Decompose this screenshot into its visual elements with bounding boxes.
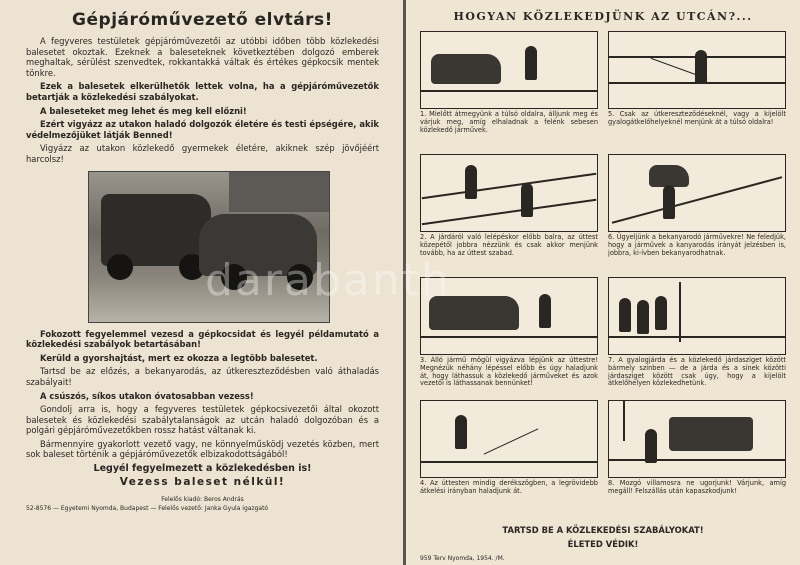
drawing-stroke: [612, 176, 782, 223]
left-rules-text: [26, 329, 379, 461]
drawing-stroke: [525, 46, 537, 80]
rule-panel: [608, 277, 786, 398]
drawing-stroke: [421, 90, 597, 92]
rule-caption: 6. Ügyeljünk a bekanyarodó járművekre! Ne feledjük, hogy a járművek a kanyarodás irányát jelzésben is, jobbra, ki-ívben bekanyarodhatnak.: [608, 233, 786, 257]
rule-caption: 7. A gyalogjárda és a közlekedő járdasziget között bármely színben — de a járda és a sínek közötti járdasziget között csak úgy, hogy a kijelölt átkelőhelyen közlekedhetünk.: [608, 356, 786, 388]
drawing-stroke: [455, 415, 467, 449]
rule-illustration: [420, 277, 598, 355]
rule-caption: 1. Mielőtt átmegyünk a túlsó oldalra, álljunk meg és várjuk meg, amíg elhaladnak a felénk sebesen közlekedő járművek.: [420, 110, 598, 134]
left-intro-text: [26, 36, 379, 165]
slogan-line-2: ÉLETED VÉDIK!: [567, 539, 639, 549]
drawing-stroke: [679, 282, 681, 342]
drawing-stroke: [521, 183, 533, 217]
rule-illustration: [420, 31, 598, 109]
illustration-grid: [420, 31, 786, 521]
rule-illustration: [608, 31, 786, 109]
rule-illustration: [420, 154, 598, 232]
slogan-line-1: TARTSD BE A KÖZLEKEDÉSI SZABÁLYOKAT!: [502, 525, 704, 535]
drawing-stroke: [421, 336, 597, 338]
right-footer: 959 Terv Nyomda, 1954. /M.: [420, 555, 505, 562]
rule-caption: 5. Csak az útkereszteződéseknél, vagy a kijelölt gyalogátkelőhelyeknél menjünk át a túlsó oldalra!: [608, 110, 786, 126]
paragraph: Tartsd be az előzés, a bekanyarodás, az útkereszteződésben való áthaladás szabályait!: [26, 366, 379, 387]
drawing-stroke: [429, 296, 519, 330]
photo-wheel: [221, 264, 247, 290]
drawing-stroke: [669, 417, 753, 451]
paragraph: Fokozott fegyelemmel vezesd a gépkocsidat és legyél példamutató a közlekedési szabályok betartásában!: [26, 328, 379, 350]
rule-panel: [608, 154, 786, 275]
rule-panel: [420, 277, 598, 398]
left-footer: 52-8576 — Egyetemi Nyomda, Budapest — Felelős vezető: Janka Gyula igazgató: [26, 505, 269, 513]
drawing-stroke: [637, 300, 649, 334]
right-title: HOGYAN KÖZLEKEDJÜNK AZ UTCÁN?...: [453, 10, 753, 23]
paragraph: Bármennyire gyakorlott vezető vagy, ne könnyelműsködj vezetés közben, mert sok baleset történik a gépjáróművezetők elbizakodottságából!: [26, 438, 379, 460]
rule-illustration: [608, 154, 786, 232]
drawing-stroke: [645, 429, 657, 463]
drawing-stroke: [655, 296, 667, 330]
publisher-credit: Felelős kiadó: Beros András: [161, 496, 244, 504]
drawing-stroke: [609, 459, 785, 461]
rule-panel: [420, 400, 598, 521]
paragraph: Ezért vigyázz az utakon haladó dolgozók életére és testi épségére, akik védelmezőjüket látják Benned!: [26, 119, 380, 140]
drawing-stroke: [649, 165, 689, 187]
drawing-stroke: [484, 428, 539, 454]
rule-illustration: [420, 400, 598, 478]
drawing-stroke: [623, 401, 625, 441]
rule-caption: 3. Álló jármű mögül vigyázva lépjünk az úttestre! Megnézük néhány lépéssel előbb és úgy haladjunk át, hogy láthassuk a közlekedő járműveket és azok vezetői is láthassanak bennünket!: [420, 356, 598, 388]
paragraph: A fegyveres testületek gépjáróművezetői az utóbbi időben több közlekedési balesetet okoztak. Ezeknek a baleseteknek következtében dolgozó emberek meghaltak, sérülést szenvedtek, rokkantakká váltak és értékes gépkocsik mentek tönkre.: [26, 36, 379, 78]
paragraph: A csúszós, síkos utakon óvatosabban vezess!: [40, 390, 254, 401]
rule-panel: [420, 154, 598, 275]
paragraph: Gondolj arra is, hogy a fegyveres testületek gépkocsivezetői által okozott balesetek és közlekedési szabálytalanságok az utcán haladó dolgozóban és a polgári gépjáróművezetőkben rossz hatást váltanak ki.: [26, 404, 379, 436]
paragraph: Ezek a balesetek elkerülhetők lettek volna, ha a gépjáróművezetők betartják a közlekedési szabályokat.: [26, 81, 379, 102]
drawing-stroke: [619, 298, 631, 332]
right-page: [406, 0, 800, 565]
drawing-stroke: [422, 173, 596, 199]
rule-caption: 2. A járdáról való lelépéskor előbb balra, az úttest közepétől jobbra nézzünk és csak akkor menjünk tovább, ha az úttest szabad.: [420, 233, 598, 257]
photo-wheel: [107, 254, 133, 280]
drawing-stroke: [663, 185, 675, 219]
drawing-stroke: [422, 199, 596, 225]
rule-illustration: [608, 277, 786, 355]
photo-building: [229, 172, 329, 212]
paragraph: Vigyázz az utakon közlekedő gyermekek életére, akiknek szép jövőjéért harcolsz!: [26, 143, 379, 164]
rule-panel: [420, 31, 598, 152]
drawing-stroke: [465, 165, 477, 199]
rule-panel: [608, 400, 786, 521]
paragraph: A baleseteket meg lehet és meg kell előzni!: [40, 105, 247, 116]
watermark: darabanth: [205, 255, 451, 306]
drawing-stroke: [431, 54, 501, 84]
rule-caption: 4. Az úttesten mindig derékszögben, a legrövidebb átkelési irányban haladjunk át.: [420, 479, 598, 495]
rule-caption: 8. Mozgó villamosra ne ugorjunk! Várjunk, amíg megáll! Felszállás után kapaszkodjunk!: [608, 479, 786, 495]
drawing-stroke: [539, 294, 551, 328]
photo-wheel: [287, 264, 313, 290]
paragraph: Kerüld a gyorshajtást, mert ez okozza a legtöbb balesetet.: [40, 352, 318, 363]
rule-illustration: [608, 400, 786, 478]
closing-line-1: Legyél fegyelmezett a közlekedésben is!: [93, 463, 312, 475]
crash-photo: [88, 171, 330, 323]
drawing-stroke: [421, 461, 597, 463]
closing-line-2: Vezess baleset nélkül!: [119, 476, 286, 489]
left-title: Gépjáróművezető elvtárs!: [72, 10, 333, 30]
rule-panel: [608, 31, 786, 152]
drawing-stroke: [609, 336, 785, 338]
